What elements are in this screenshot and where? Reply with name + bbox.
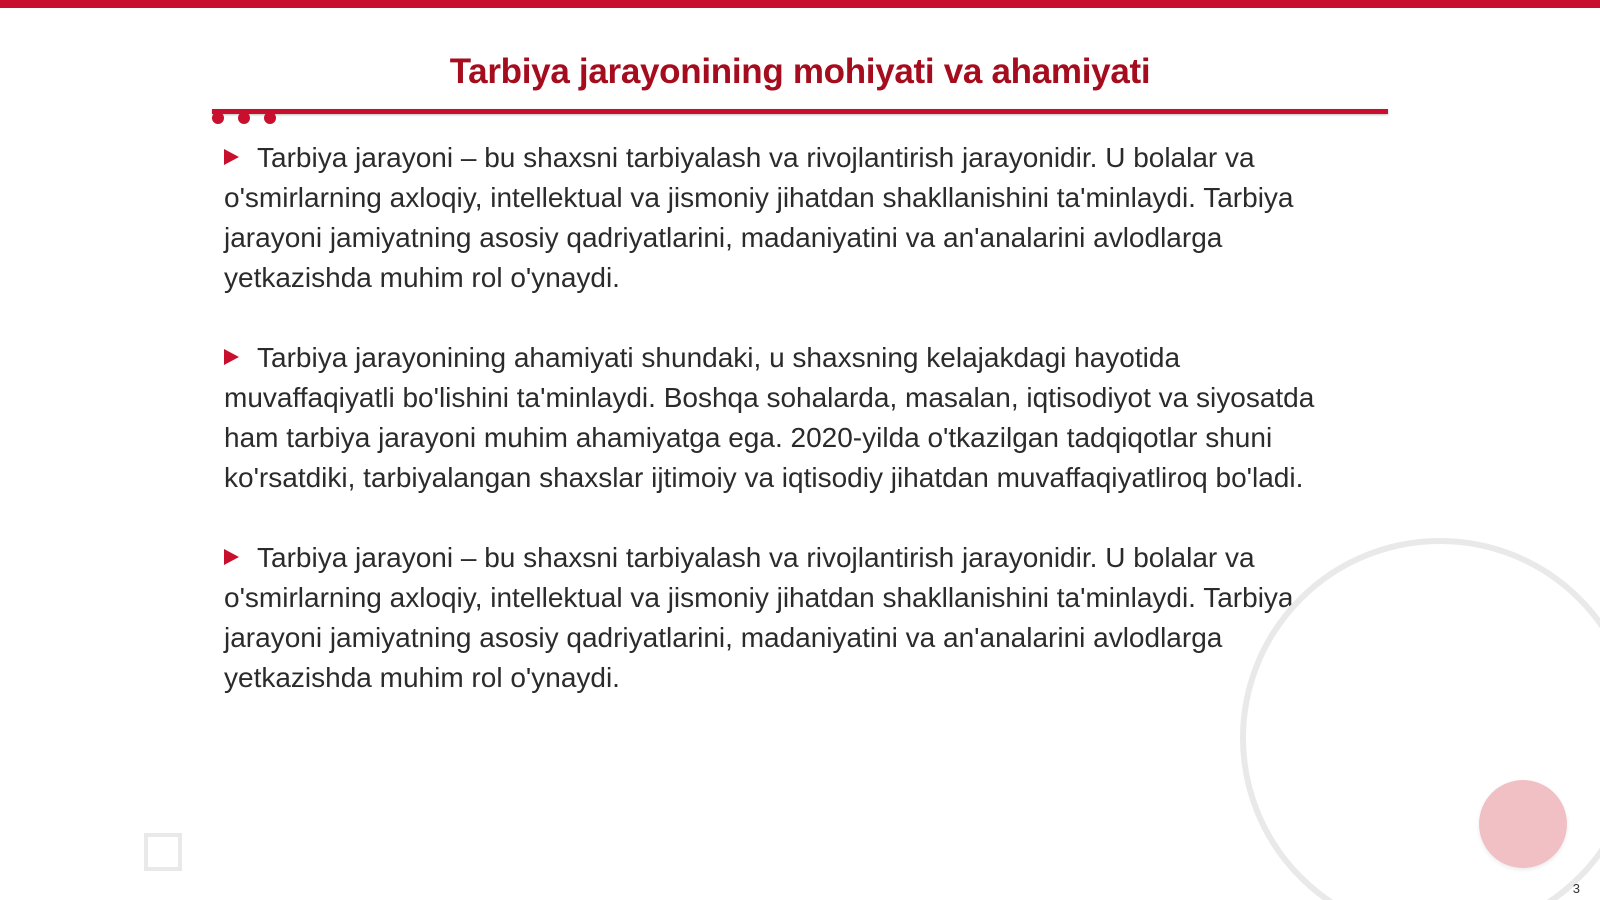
title-underline <box>212 109 1388 114</box>
title-decor-dots <box>212 112 282 124</box>
decorative-pink-circle <box>1479 780 1567 868</box>
bullet-text: Tarbiya jarayonining ahamiyati shundaki, u shaxsning kelajakdagi hayotida muvaffaqiyatli bo'lishini ta'minlaydi. Boshqa sohalarda, masalan, iqtisodiyot va siyosatda ham tarbiya jarayoni muhim ahamiyatga ega. 2020-yilda o'tkazilgan tadqiqotlar shuni ko'rsatdiki, tarbiyalangan shaxslar ijtimoiy va iqtisodiy jihatdan muvaffaqiyatliroq bo'ladi. <box>224 342 1315 493</box>
bullet-text: Tarbiya jarayoni – bu shaxsni tarbiyalash va rivojlantirish jarayonidir. U bolalar va o'smirlarning axloqiy, intellektual va jismoniy jihatdan shakllanishini ta'minlaydi. Tarbiya jarayoni jamiyatning asosiy qadriyatlarini, madaniyatini va an'analarini avlodlarga yetkazishda muhim rol o'ynaydi. <box>224 542 1294 693</box>
slide-title: Tarbiya jarayonining mohiyati va ahamiyati <box>449 52 1151 91</box>
slide-content <box>224 138 1354 738</box>
triangle-arrow-icon <box>224 349 239 365</box>
decor-dot <box>264 112 276 124</box>
top-accent-bar <box>0 0 1600 8</box>
decorative-square <box>144 833 182 871</box>
triangle-arrow-icon <box>224 549 239 565</box>
decor-dot <box>238 112 250 124</box>
decor-dot <box>212 112 224 124</box>
bullet-paragraph <box>224 538 1354 698</box>
bullet-text: Tarbiya jarayoni – bu shaxsni tarbiyalash va rivojlantirish jarayonidir. U bolalar va o'smirlarning axloqiy, intellektual va jismoniy jihatdan shakllanishini ta'minlaydi. Tarbiya jarayoni jamiyatning asosiy qadriyatlarini, madaniyatini va an'analarini avlodlarga yetkazishda muhim rol o'ynaydi. <box>224 142 1294 293</box>
triangle-arrow-icon <box>224 149 239 165</box>
bullet-paragraph <box>224 338 1354 498</box>
bullet-paragraph <box>224 138 1354 298</box>
page-number: 3 <box>1572 881 1580 896</box>
